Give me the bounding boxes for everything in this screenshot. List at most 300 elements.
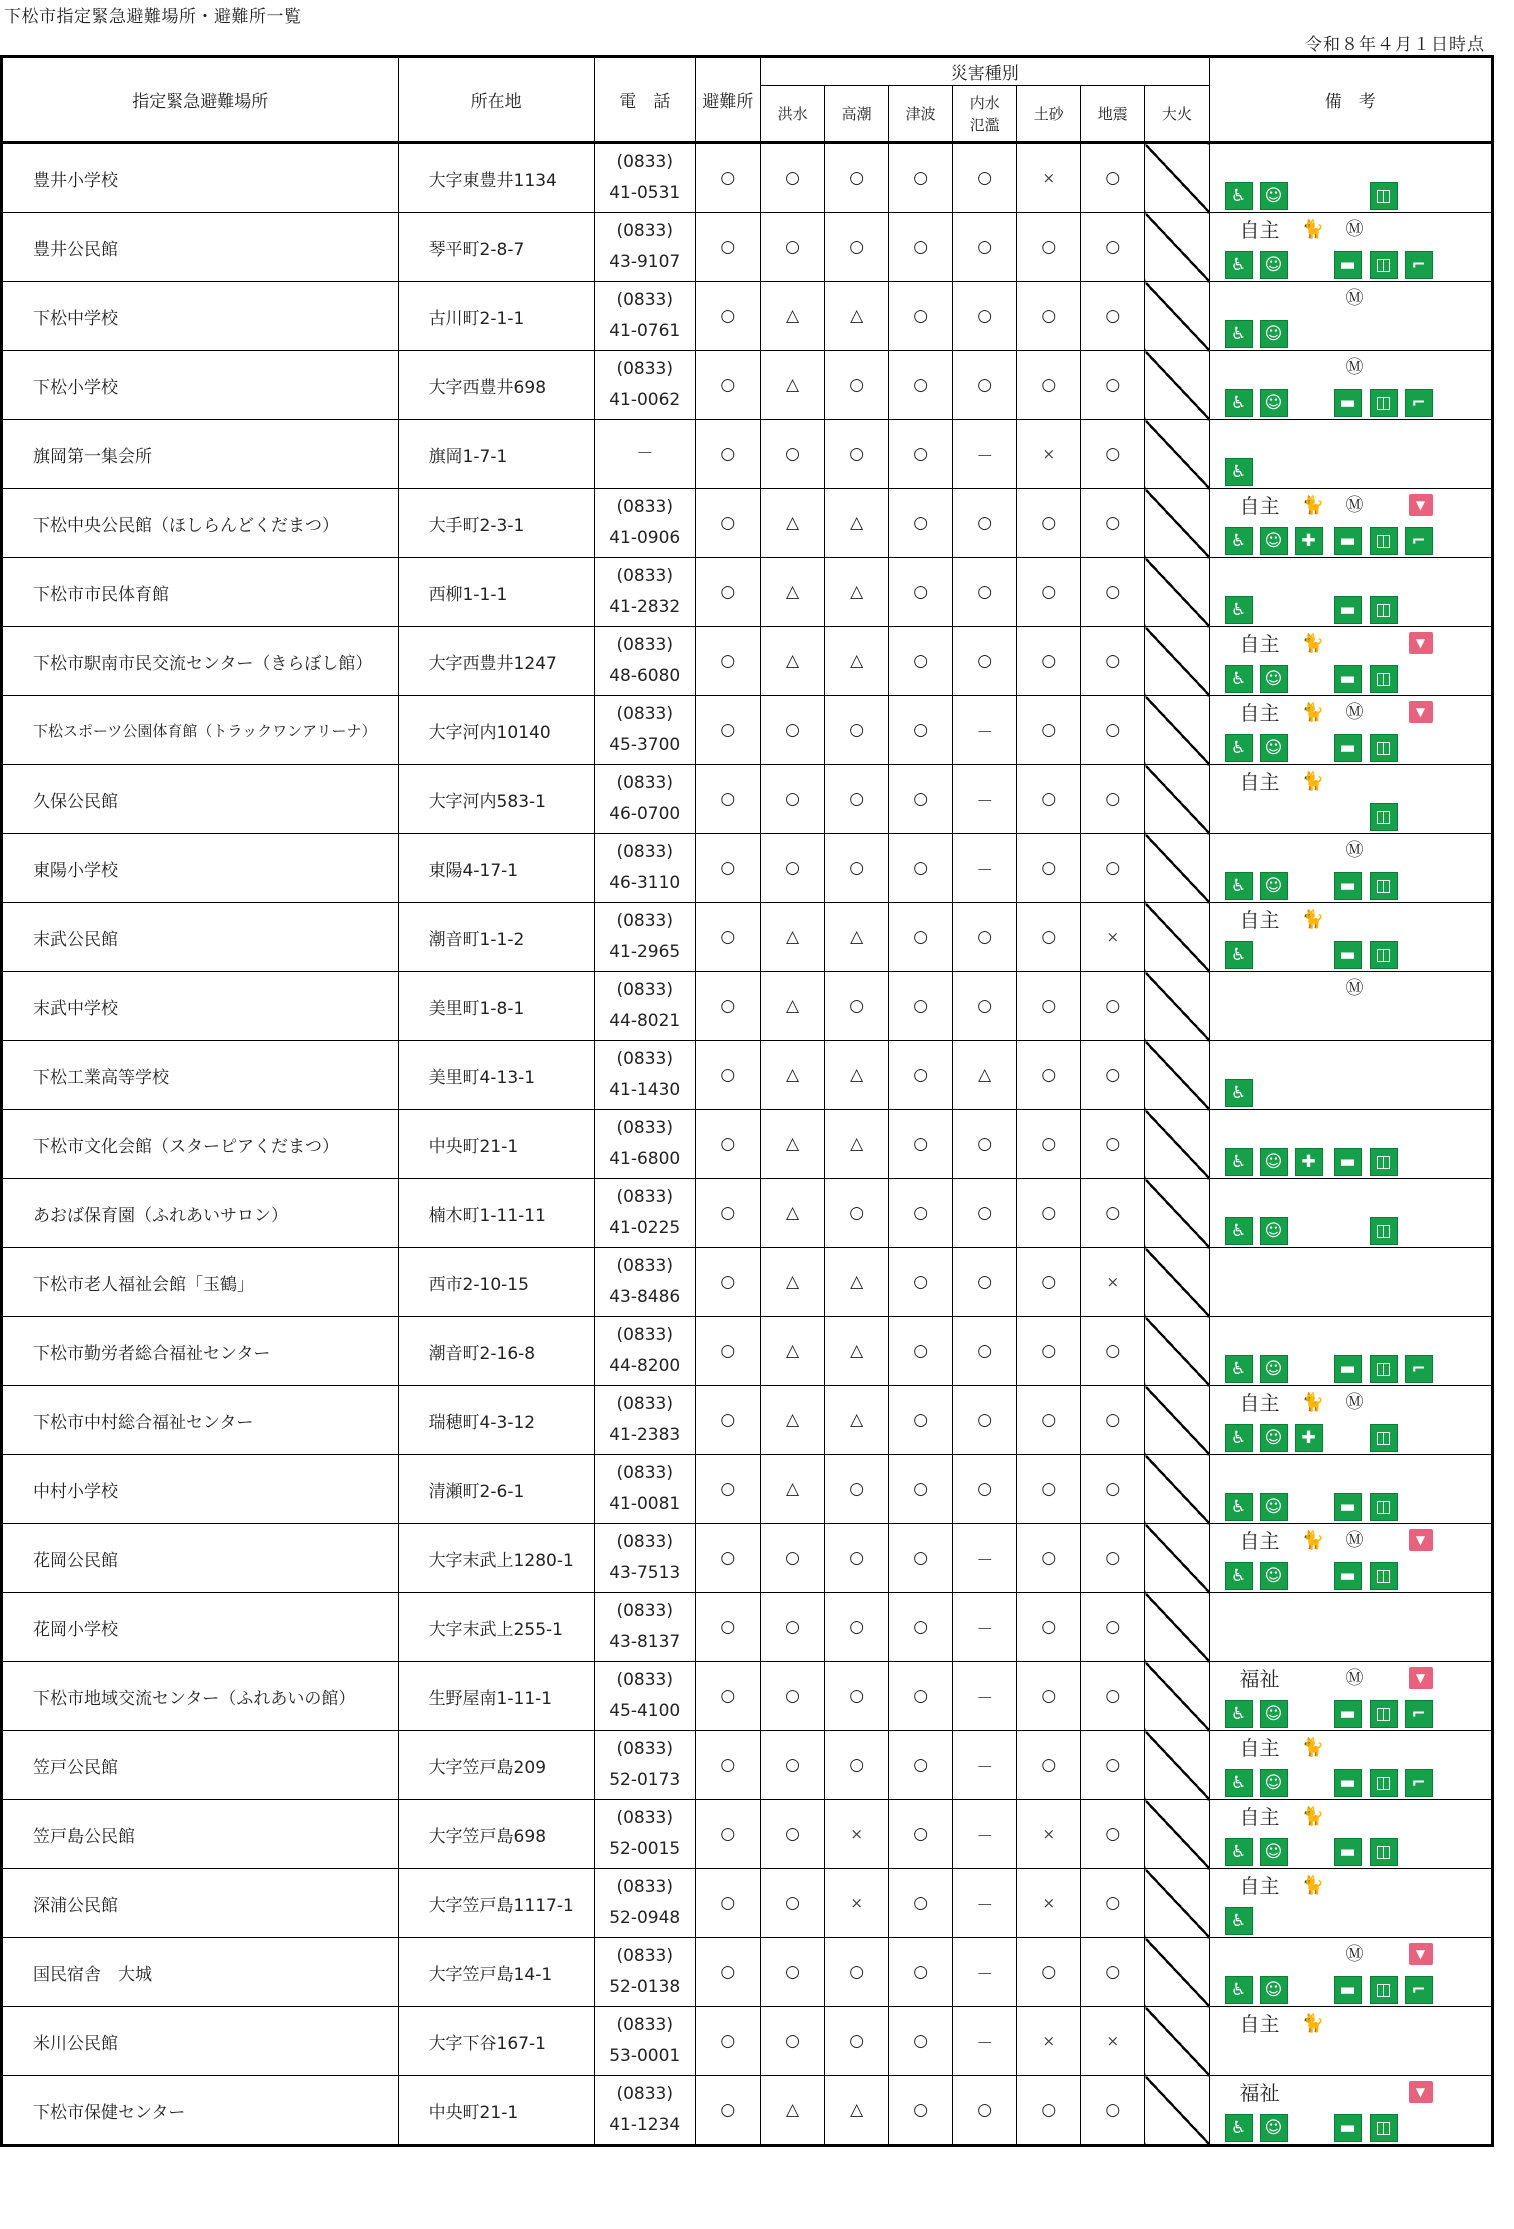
notes-icon-line (1210, 1351, 1492, 1385)
pink-tag-icon: ▼ (1409, 1529, 1433, 1551)
notes-label: 自主 (1239, 632, 1280, 656)
facility-name: 豊井小学校 (2, 143, 399, 213)
notes-icon-line (1210, 1972, 1492, 2006)
phone-number: 41-0906 (609, 528, 681, 548)
fire-not-applicable (1145, 1041, 1209, 1110)
notes-icon-line (1210, 385, 1492, 419)
wheelchair-icon: ♿ (1225, 872, 1253, 900)
disaster-mark: △ (953, 1041, 1017, 1110)
disaster-mark: ○ (889, 696, 953, 765)
disaster-mark: △ (825, 489, 889, 558)
disaster-mark: ○ (1017, 765, 1081, 834)
table-row (2, 420, 1493, 489)
bed-icon: ▬ (1334, 1700, 1362, 1728)
shelter-mark: ○ (695, 1386, 760, 1455)
disaster-mark: ○ (889, 282, 953, 351)
shelter-mark: ○ (695, 420, 760, 489)
notes-icon-line (1210, 592, 1492, 626)
notes-label: 自主 (1239, 701, 1280, 725)
phone-area-code: (0833) (616, 1049, 673, 1069)
disaster-mark: △ (761, 627, 825, 696)
col-header-name: 指定緊急避難場所 (2, 57, 399, 143)
notes-icon-line (1210, 2110, 1492, 2144)
disaster-mark: ○ (1017, 627, 1081, 696)
disaster-mark: ○ (889, 143, 953, 213)
facility-phone (594, 696, 695, 765)
person-icon: ☺ (1260, 1562, 1288, 1590)
notes-label: 自主 (1239, 494, 1280, 518)
notes-cell (1209, 213, 1493, 282)
as-of-date: 令和８年４月１日時点 (1305, 35, 1485, 55)
facility-name: 下松市老人福祉会館「玉鶴」 (2, 1248, 399, 1317)
facility-phone (594, 1455, 695, 1524)
col-header-disaster-type: 災害種別 (761, 57, 1209, 86)
toilet-icon: ◫ (1370, 182, 1398, 210)
phone-area-code: (0833) (616, 1670, 673, 1690)
circled-m-icon: Ⓜ (1345, 288, 1364, 309)
facility-phone (594, 558, 695, 627)
phone-number: 52-0173 (609, 1770, 681, 1790)
disaster-mark: × (1081, 1248, 1145, 1317)
notes-label: 自主 (1239, 1736, 1280, 1760)
facility-name: 下松中学校 (2, 282, 399, 351)
disaster-mark: ○ (889, 1800, 953, 1869)
disaster-mark: － (953, 1593, 1017, 1662)
person-icon: ☺ (1260, 1838, 1288, 1866)
facility-address: 瑞穂町4-3-12 (398, 1386, 594, 1455)
person-icon: ☺ (1260, 1424, 1288, 1452)
circled-m-icon: Ⓜ (1345, 495, 1364, 516)
shelter-mark: ○ (695, 1731, 760, 1800)
phone-area-code: (0833) (616, 773, 673, 793)
table-row (2, 213, 1493, 282)
disaster-mark: ○ (953, 972, 1017, 1041)
disaster-mark: － (953, 1524, 1017, 1593)
fire-not-applicable (1145, 1731, 1209, 1800)
notes-cell (1209, 696, 1493, 765)
notes-icon-line (1210, 1006, 1492, 1040)
shelter-mark: ○ (695, 834, 760, 903)
notes-cell (1209, 1731, 1493, 1800)
phone-area-code: (0833) (616, 704, 673, 724)
disaster-mark: ○ (761, 1524, 825, 1593)
notes-cell (1209, 1800, 1493, 1869)
shelter-table (0, 55, 1494, 2147)
pink-tag-icon: ▼ (1409, 632, 1433, 654)
fire-not-applicable (1145, 2076, 1209, 2146)
facility-name: 中村小学校 (2, 1455, 399, 1524)
table-row (2, 627, 1493, 696)
phone-area-code: (0833) (616, 1325, 673, 1345)
phone-area-code: (0833) (616, 1739, 673, 1759)
bed-icon: ▬ (1334, 1148, 1362, 1176)
bed-icon: ▬ (1334, 1562, 1362, 1590)
wheelchair-icon: ♿ (1225, 1148, 1253, 1176)
phone-area-code: (0833) (616, 497, 673, 517)
person-icon: ☺ (1260, 1976, 1288, 2004)
facility-phone (594, 1731, 695, 1800)
col-header-disaster-0: 洪水 (761, 86, 825, 143)
disaster-mark: × (1017, 143, 1081, 213)
cat-icon: 🐈 (1301, 702, 1324, 723)
disaster-mark: ○ (1081, 143, 1145, 213)
circled-m-icon: Ⓜ (1345, 1668, 1364, 1689)
notes-cell (1209, 282, 1493, 351)
disaster-mark: ○ (889, 1593, 953, 1662)
notes-icon-line (1210, 1282, 1492, 1316)
disaster-mark: △ (825, 627, 889, 696)
facility-phone (594, 1593, 695, 1662)
disaster-mark: ○ (825, 351, 889, 420)
phone-number: 53-0001 (609, 2046, 681, 2066)
toilet-icon: ◫ (1370, 1493, 1398, 1521)
toilet-icon: ◫ (1370, 389, 1398, 417)
cat-icon: 🐈 (1301, 1737, 1324, 1758)
notes-label-line (1210, 765, 1492, 799)
notes-icon-line (1210, 1075, 1492, 1109)
toilet-icon: ◫ (1370, 734, 1398, 762)
toilet-icon: ◫ (1370, 665, 1398, 693)
table-row (2, 1248, 1493, 1317)
disaster-mark: － (953, 834, 1017, 903)
disaster-mark: － (953, 1869, 1017, 1938)
shelter-mark: ○ (695, 1662, 760, 1731)
disaster-mark: △ (761, 972, 825, 1041)
fire-not-applicable (1145, 282, 1209, 351)
fire-not-applicable (1145, 420, 1209, 489)
disaster-mark: ○ (761, 420, 825, 489)
table-row (2, 558, 1493, 627)
facility-phone (594, 2076, 695, 2146)
person-icon: ☺ (1260, 734, 1288, 762)
fire-not-applicable (1145, 1386, 1209, 1455)
facility-name: 東陽小学校 (2, 834, 399, 903)
shelter-mark: ○ (695, 489, 760, 558)
disaster-mark: △ (761, 1248, 825, 1317)
table-row (2, 1455, 1493, 1524)
disaster-mark: ○ (1081, 1869, 1145, 1938)
bed-icon: ▬ (1334, 251, 1362, 279)
person-icon: ☺ (1260, 1769, 1288, 1797)
disaster-mark: － (953, 1662, 1017, 1731)
facility-address: 大字末武上255-1 (398, 1593, 594, 1662)
nursing-room-icon: ✚ (1295, 1148, 1323, 1176)
pink-tag-icon: ▼ (1409, 1943, 1433, 1965)
notes-label-line (1210, 1455, 1492, 1489)
facility-name: 旗岡第一集会所 (2, 420, 399, 489)
disaster-mark: △ (825, 1317, 889, 1386)
phone-area-code: (0833) (616, 1808, 673, 1828)
fire-not-applicable (1145, 1317, 1209, 1386)
phone-number: 41-2383 (609, 1425, 681, 1445)
notes-icon-line (1210, 1627, 1492, 1661)
disaster-mark: ○ (1081, 696, 1145, 765)
disaster-mark: ○ (953, 2076, 1017, 2146)
shelter-mark: ○ (695, 282, 760, 351)
disaster-mark: △ (825, 1248, 889, 1317)
shelter-mark: ○ (695, 1938, 760, 2007)
notes-label: 福祉 (1239, 2081, 1280, 2105)
notes-cell (1209, 1593, 1493, 1662)
notes-label-line (1210, 1938, 1492, 1972)
wheelchair-icon: ♿ (1225, 1079, 1253, 1107)
wheelchair-icon: ♿ (1225, 182, 1253, 210)
fire-not-applicable (1145, 1179, 1209, 1248)
notes-cell (1209, 143, 1493, 213)
facility-name: 国民宿舎 大城 (2, 1938, 399, 2007)
table-row (2, 143, 1493, 213)
disaster-mark: ○ (1017, 213, 1081, 282)
disaster-mark: × (1017, 1869, 1081, 1938)
person-icon: ☺ (1260, 251, 1288, 279)
disaster-mark: ○ (1017, 1248, 1081, 1317)
table-row (2, 351, 1493, 420)
facility-phone (594, 1248, 695, 1317)
bed-icon: ▬ (1334, 872, 1362, 900)
facility-address: 大字下谷167-1 (398, 2007, 594, 2076)
shelter-mark: ○ (695, 1317, 760, 1386)
phone-area-code: (0833) (616, 2015, 673, 2035)
phone-number: 41-0081 (609, 1494, 681, 1514)
person-icon: ☺ (1260, 1355, 1288, 1383)
notes-label-line (1210, 696, 1492, 730)
phone-number: 41-1234 (609, 2115, 681, 2135)
disaster-mark: ○ (953, 282, 1017, 351)
phone-area-code: (0833) (616, 1946, 673, 1966)
pink-tag-icon: ▼ (1409, 701, 1433, 723)
notes-label: 自主 (1239, 1805, 1280, 1829)
shelter-mark: ○ (695, 903, 760, 972)
phone-area-code: (0833) (616, 152, 673, 172)
phone-area-code: (0833) (616, 1532, 673, 1552)
notes-cell (1209, 351, 1493, 420)
wheelchair-icon: ♿ (1225, 1838, 1253, 1866)
phone-number: 43-8486 (609, 1287, 681, 1307)
disaster-mark: ○ (1081, 1455, 1145, 1524)
disaster-mark: ○ (889, 213, 953, 282)
notes-label: 自主 (1239, 908, 1280, 932)
notes-label-line (1210, 489, 1492, 523)
phone-area-code: (0833) (616, 221, 673, 241)
disaster-mark: △ (825, 558, 889, 627)
facility-name: 久保公民館 (2, 765, 399, 834)
phone-number: 45-4100 (609, 1701, 681, 1721)
fire-not-applicable (1145, 558, 1209, 627)
notes-label-line (1210, 1593, 1492, 1627)
notes-icon-line (1210, 1696, 1492, 1730)
toilet-icon: ◫ (1370, 527, 1398, 555)
table-row (2, 1869, 1493, 1938)
circled-m-icon: Ⓜ (1345, 978, 1364, 999)
notes-cell (1209, 1869, 1493, 1938)
disaster-mark: ○ (1017, 489, 1081, 558)
phone-number: 41-1430 (609, 1080, 681, 1100)
notes-label-line (1210, 1110, 1492, 1144)
disaster-mark: ○ (889, 1041, 953, 1110)
notes-cell (1209, 420, 1493, 489)
disaster-mark: ○ (761, 1662, 825, 1731)
disaster-mark: ○ (1081, 1179, 1145, 1248)
disaster-mark: ○ (1081, 489, 1145, 558)
page-title: 下松市指定緊急避難場所・避難所一覧 (4, 7, 302, 27)
disaster-mark: ○ (761, 1800, 825, 1869)
disaster-mark: ○ (825, 1662, 889, 1731)
facility-name: 下松市中村総合福祉センター (2, 1386, 399, 1455)
facility-name: 下松工業高等学校 (2, 1041, 399, 1110)
wheelchair-icon: ♿ (1225, 1424, 1253, 1452)
fire-not-applicable (1145, 1869, 1209, 1938)
disaster-mark: ○ (1081, 834, 1145, 903)
notes-cell (1209, 1938, 1493, 2007)
phone-area-code: (0833) (616, 1463, 673, 1483)
table-row (2, 903, 1493, 972)
disaster-mark: － (953, 2007, 1017, 2076)
phone-number: 43-8137 (609, 1632, 681, 1652)
fire-not-applicable (1145, 765, 1209, 834)
disaster-mark: ○ (889, 1455, 953, 1524)
phone-number: 41-0062 (609, 390, 681, 410)
toilet-icon: ◫ (1370, 1976, 1398, 2004)
fire-not-applicable (1145, 1524, 1209, 1593)
cat-icon: 🐈 (1301, 495, 1324, 516)
disaster-mark: ○ (1017, 558, 1081, 627)
facility-phone (594, 213, 695, 282)
disaster-mark: ○ (953, 627, 1017, 696)
bed-icon: ▬ (1334, 1493, 1362, 1521)
facility-address: 美里町4-13-1 (398, 1041, 594, 1110)
shelter-mark: ○ (695, 143, 760, 213)
disaster-mark: ○ (953, 213, 1017, 282)
notes-icon-line (1210, 1489, 1492, 1523)
wheelchair-icon: ♿ (1225, 665, 1253, 693)
disaster-mark: ○ (1017, 1455, 1081, 1524)
disaster-mark: ○ (1081, 351, 1145, 420)
disaster-mark: △ (761, 1317, 825, 1386)
disaster-mark: ○ (1081, 1110, 1145, 1179)
facility-address: 大字西豊井1247 (398, 627, 594, 696)
disaster-mark: △ (761, 489, 825, 558)
notes-cell (1209, 1455, 1493, 1524)
disaster-mark: ○ (1081, 972, 1145, 1041)
notes-label-line (1210, 834, 1492, 868)
cat-icon: 🐈 (1301, 2013, 1324, 2034)
table-row (2, 1593, 1493, 1662)
disaster-mark: ○ (825, 834, 889, 903)
shelter-mark: ○ (695, 765, 760, 834)
notes-icon-line (1210, 2041, 1492, 2075)
disaster-mark: ○ (1081, 420, 1145, 489)
disaster-mark: ○ (1017, 696, 1081, 765)
facility-phone (594, 1317, 695, 1386)
disaster-mark: ○ (953, 1248, 1017, 1317)
shelter-mark: ○ (695, 351, 760, 420)
facility-phone (594, 1662, 695, 1731)
disaster-mark: △ (825, 282, 889, 351)
table-row (2, 696, 1493, 765)
circled-m-icon: Ⓜ (1345, 1530, 1364, 1551)
facility-name: あおば保育園（ふれあいサロン） (2, 1179, 399, 1248)
facility-address: 大字東豊井1134 (398, 143, 594, 213)
facility-name: 笠戸島公民館 (2, 1800, 399, 1869)
disaster-mark: ○ (825, 143, 889, 213)
disaster-mark: ○ (825, 1731, 889, 1800)
disaster-mark: ○ (761, 213, 825, 282)
wheelchair-icon: ♿ (1225, 1217, 1253, 1245)
shelter-mark: ○ (695, 1041, 760, 1110)
facility-name: 下松市市民体育館 (2, 558, 399, 627)
stairs-icon: ⌐ (1405, 1769, 1433, 1797)
notes-label-line (1210, 144, 1492, 178)
disaster-mark: ○ (825, 2007, 889, 2076)
facility-phone (594, 351, 695, 420)
col-header-disaster-3: 内水 氾濫 (953, 86, 1017, 143)
notes-icon-line (1210, 523, 1492, 557)
table-row (2, 2076, 1493, 2146)
fire-not-applicable (1145, 834, 1209, 903)
circled-m-icon: Ⓜ (1345, 219, 1364, 240)
disaster-mark: ○ (953, 1386, 1017, 1455)
disaster-mark: － (953, 696, 1017, 765)
facility-address: 中央町21-1 (398, 1110, 594, 1179)
table-row (2, 1800, 1493, 1869)
disaster-mark: × (1017, 2007, 1081, 2076)
notes-icon-line (1210, 661, 1492, 695)
table-row (2, 972, 1493, 1041)
disaster-mark: ○ (761, 696, 825, 765)
disaster-mark: ○ (825, 420, 889, 489)
notes-label-line (1210, 1731, 1492, 1765)
notes-label: 自主 (1239, 218, 1280, 242)
disaster-mark: ○ (1081, 1800, 1145, 1869)
phone-number: 44-8021 (609, 1011, 681, 1031)
notes-label-line (1210, 1524, 1492, 1558)
notes-cell (1209, 627, 1493, 696)
phone-number: 46-0700 (609, 804, 681, 824)
facility-address: 中央町21-1 (398, 2076, 594, 2146)
phone-area-code: (0833) (616, 290, 673, 310)
table-row (2, 1662, 1493, 1731)
stairs-icon: ⌐ (1405, 1355, 1433, 1383)
table-row (2, 1110, 1493, 1179)
disaster-mark: ○ (889, 972, 953, 1041)
disaster-mark: ○ (1081, 1524, 1145, 1593)
notes-cell (1209, 2007, 1493, 2076)
disaster-mark: ○ (1017, 1386, 1081, 1455)
shelter-mark: ○ (695, 1455, 760, 1524)
table-row (2, 1938, 1493, 2007)
person-icon: ☺ (1260, 1700, 1288, 1728)
disaster-mark: △ (761, 1041, 825, 1110)
disaster-mark: ○ (761, 1731, 825, 1800)
table-row (2, 1386, 1493, 1455)
disaster-mark: △ (825, 903, 889, 972)
notes-label: 自主 (1239, 2012, 1280, 2036)
facility-name: 下松市保健センター (2, 2076, 399, 2146)
notes-cell (1209, 1317, 1493, 1386)
disaster-mark: ○ (889, 1110, 953, 1179)
notes-icon-line (1210, 1765, 1492, 1799)
notes-cell (1209, 1041, 1493, 1110)
disaster-mark: ○ (761, 834, 825, 903)
disaster-mark: － (953, 765, 1017, 834)
table-row (2, 1524, 1493, 1593)
disaster-mark: ○ (889, 903, 953, 972)
wheelchair-icon: ♿ (1225, 2114, 1253, 2142)
disaster-mark: ○ (1081, 1731, 1145, 1800)
phone-area-code: (0833) (616, 359, 673, 379)
circled-m-icon: Ⓜ (1345, 1944, 1364, 1965)
toilet-icon: ◫ (1370, 1769, 1398, 1797)
